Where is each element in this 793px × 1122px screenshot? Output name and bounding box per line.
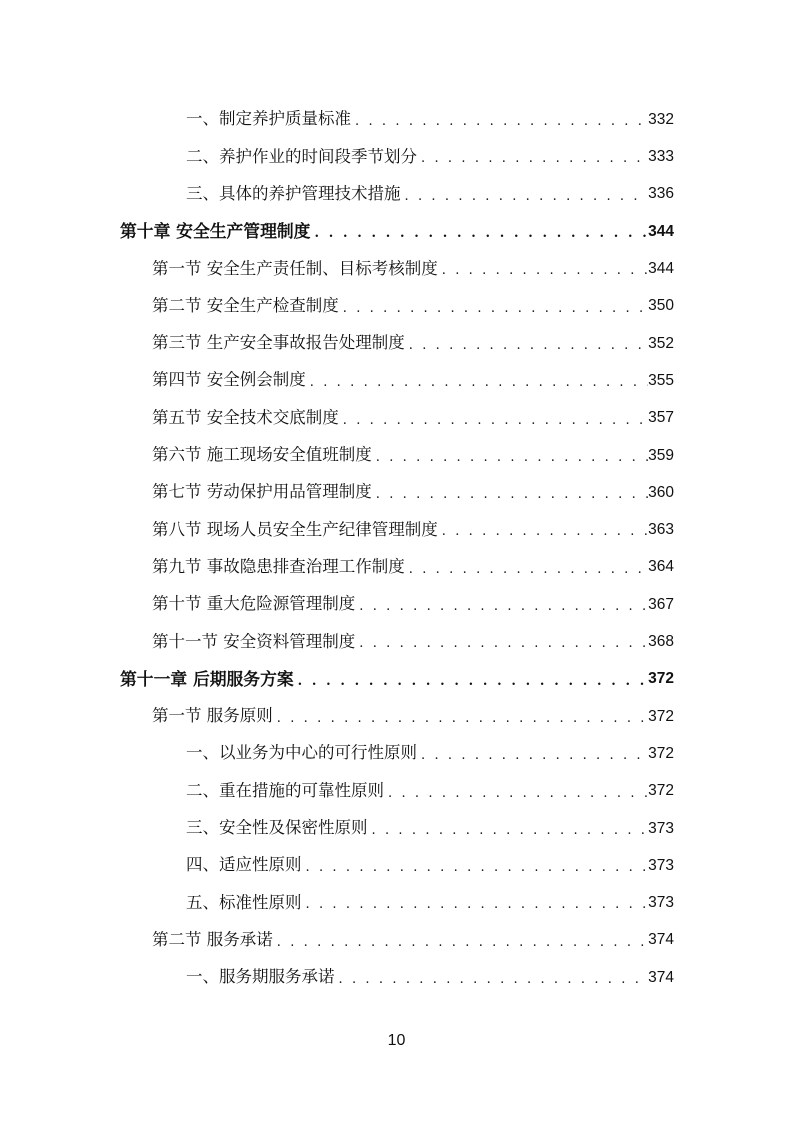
toc-entry-page: 344 (648, 222, 674, 240)
toc-entry[interactable] (152, 362, 674, 399)
toc-entry-title: 第八节 现场人员安全生产纪律管理制度 (152, 519, 438, 539)
toc-entry-title: 一、服务期服务承诺 (186, 967, 335, 987)
toc-entry-title: 二、重在措施的可靠性原则 (186, 780, 384, 800)
toc-entry[interactable] (186, 884, 674, 921)
toc-entry-page: 344 (648, 260, 674, 278)
toc-dot-leader (384, 787, 648, 800)
toc-entry-title: 第二节 安全生产检查制度 (152, 295, 339, 315)
toc-entry-title: 一、制定养护质量标准 (186, 109, 351, 129)
toc-dot-leader (355, 600, 648, 613)
toc-entry[interactable] (152, 922, 674, 959)
toc-entry-title: 第十一节 安全资料管理制度 (152, 631, 356, 651)
toc-entry-page: 359 (648, 446, 674, 464)
toc-entry-title: 第一节 安全生产责任制、目标考核制度 (152, 258, 438, 278)
toc-dot-leader (273, 936, 648, 949)
toc-entry[interactable] (152, 474, 674, 511)
toc-entry-page: 350 (648, 297, 674, 315)
toc-entry-page: 363 (648, 521, 674, 539)
toc-entry-title: 第四节 安全例会制度 (152, 370, 306, 390)
toc-entry-page: 373 (648, 856, 674, 874)
toc-entry-title: 三、安全性及保密性原则 (186, 818, 368, 838)
toc-dot-leader (339, 302, 648, 315)
toc-entry-title: 一、以业务为中心的可行性原则 (186, 743, 417, 763)
toc-entry[interactable] (152, 698, 674, 735)
toc-entry[interactable] (152, 325, 674, 362)
toc-entry-page: 332 (648, 110, 674, 128)
toc-entry[interactable] (152, 250, 674, 287)
toc-dot-leader (294, 675, 648, 688)
toc-entry-title: 第七节 劳动保护用品管理制度 (152, 482, 372, 502)
toc-dot-leader (438, 525, 648, 538)
toc-entry-page: 373 (648, 819, 674, 837)
toc-dot-leader (405, 563, 648, 576)
toc-entry-title: 第十一章 后期服务方案 (120, 668, 294, 689)
toc-dot-leader (368, 824, 649, 837)
toc-entry-page: 333 (648, 148, 674, 166)
toc-entry[interactable] (152, 288, 674, 325)
toc-entry[interactable] (120, 661, 674, 698)
toc-entry-title: 第十节 重大危险源管理制度 (152, 594, 356, 614)
toc-entry[interactable] (186, 138, 674, 175)
toc-dot-leader (438, 264, 648, 277)
toc-entry-title: 五、标准性原则 (186, 892, 302, 912)
toc-entry-page: 364 (648, 558, 674, 576)
toc-entry-title: 第十章 安全生产管理制度 (120, 221, 311, 242)
toc-entry-title: 第五节 安全技术交底制度 (152, 407, 339, 427)
toc-entry[interactable] (120, 213, 674, 250)
toc-entry-page: 355 (648, 371, 674, 389)
toc-dot-leader (372, 488, 648, 501)
toc-dot-leader (401, 190, 649, 203)
toc-entry[interactable] (186, 847, 674, 884)
toc-entry-title: 第九节 事故隐患排查治理工作制度 (152, 556, 405, 576)
toc-entry[interactable] (152, 586, 674, 623)
toc-dot-leader (351, 115, 648, 128)
toc-entry-page: 372 (648, 670, 674, 688)
toc-entry-page: 372 (648, 707, 674, 725)
toc-entry-title: 二、养护作业的时间段季节划分 (186, 146, 417, 166)
toc-entry-page: 360 (648, 483, 674, 501)
toc-entry[interactable] (186, 735, 674, 772)
toc-entry[interactable] (186, 772, 674, 809)
toc-dot-leader (405, 339, 648, 352)
toc-entry[interactable] (186, 959, 674, 996)
toc-dot-leader (310, 227, 648, 240)
toc-dot-leader (302, 861, 649, 874)
toc-entry[interactable] (152, 623, 674, 660)
toc-entry-page: 368 (648, 633, 674, 651)
toc-dot-leader (273, 712, 648, 725)
toc-dot-leader (339, 414, 648, 427)
toc-entry-page: 372 (648, 782, 674, 800)
toc-dot-leader (417, 749, 648, 762)
toc-entry-page: 373 (648, 894, 674, 912)
toc-dot-leader (417, 152, 648, 165)
toc-entry[interactable] (152, 399, 674, 436)
toc-entry-title: 三、具体的养护管理技术措施 (186, 183, 401, 203)
toc-dot-leader (302, 898, 649, 911)
toc-entry-page: 372 (648, 744, 674, 762)
toc-entry[interactable] (152, 511, 674, 548)
toc-entry[interactable] (186, 810, 674, 847)
toc-entry-title: 第三节 生产安全事故报告处理制度 (152, 333, 405, 353)
toc-entry-title: 第一节 服务原则 (152, 706, 273, 726)
toc-entry-title: 第二节 服务承诺 (152, 929, 273, 949)
toc-entry-title: 四、适应性原则 (186, 855, 302, 875)
toc-entry[interactable] (186, 176, 674, 213)
toc-entry-page: 374 (648, 931, 674, 949)
page-number: 10 (387, 1032, 406, 1049)
toc-entry[interactable] (152, 549, 674, 586)
toc-entry-page: 357 (648, 409, 674, 427)
toc-dot-leader (335, 973, 649, 986)
toc-dot-leader (372, 451, 648, 464)
toc-entry[interactable] (152, 437, 674, 474)
toc-entry-page: 367 (648, 595, 674, 613)
toc-entry[interactable] (186, 101, 674, 138)
toc-entry-page: 352 (648, 334, 674, 352)
toc-dot-leader (306, 376, 648, 389)
toc-entry-page: 374 (648, 968, 674, 986)
toc-entry-title: 第六节 施工现场安全值班制度 (152, 445, 372, 465)
toc-entry-page: 336 (648, 185, 674, 203)
toc-dot-leader (355, 637, 648, 650)
